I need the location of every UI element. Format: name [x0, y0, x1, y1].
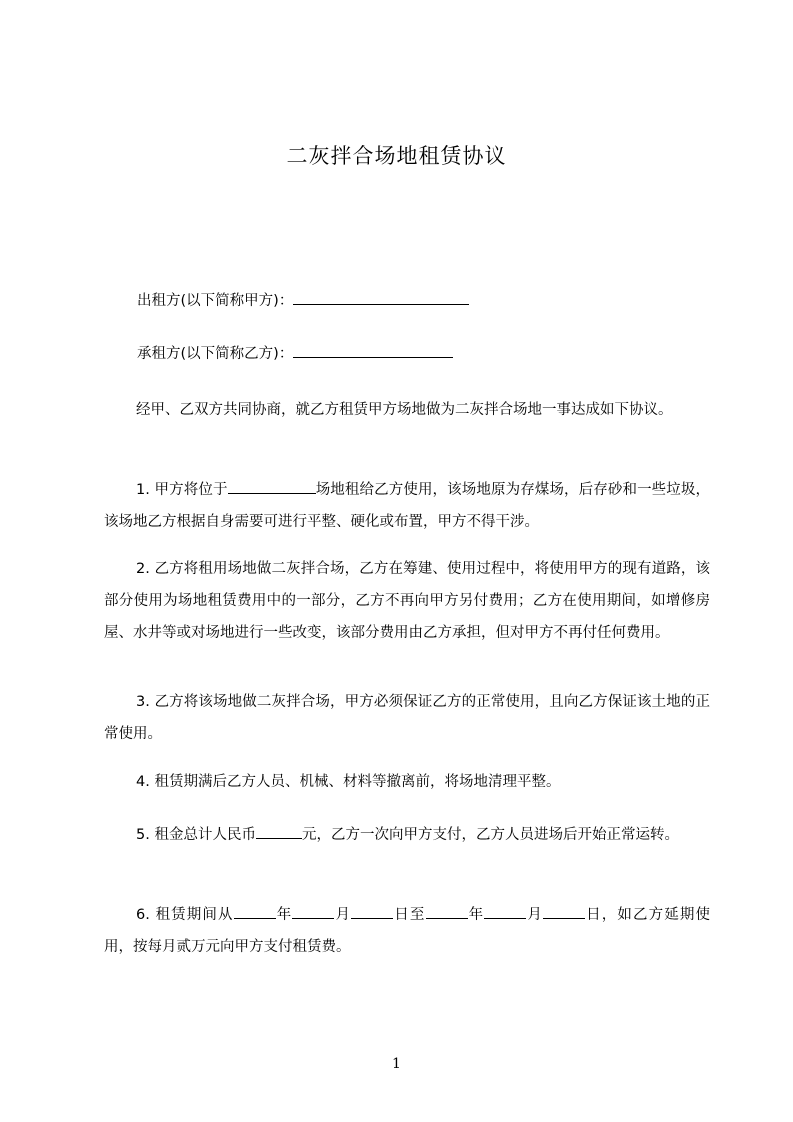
clause-1-rest: 场地租给乙方使用，该场地原为存煤场，后存砂和一些垃圾，该场地乙方根据自身需要可进行平整、硬化或布置，甲方不得干涉。 — [104, 482, 710, 530]
clause-6-month1: 月 — [334, 907, 352, 923]
location-blank[interactable] — [228, 479, 316, 494]
end-month-blank[interactable] — [484, 904, 526, 919]
document-title: 二灰拌合场地租赁协议 — [286, 144, 507, 168]
end-year-blank[interactable] — [426, 904, 468, 919]
lessee-line — [137, 343, 453, 365]
start-year-blank[interactable] — [234, 904, 276, 919]
clause-2-text: 2. 乙方将租用场地做二灰拌合场，乙方在筹建、使用过程中，将使用甲方的现有道路，该部分使用为场地租赁费用中的一部分，乙方不再向甲方另付费用；乙方在使用期间，如增修房屋、水井等或对场地进行一些改变，该部分费用由乙方承担，但对甲方不再付任何费用。 — [104, 561, 710, 641]
clause-5 — [104, 819, 710, 851]
clause-6-day1: 日至 — [393, 907, 426, 923]
clause-4 — [104, 766, 710, 798]
lessor-blank[interactable] — [293, 290, 469, 305]
clause-3-text: 3. 乙方将该场地做二灰拌合场，甲方必须保证乙方的正常使用，且向乙方保证该土地的正常使用。 — [104, 694, 710, 742]
clause-3 — [104, 686, 710, 750]
start-day-blank[interactable] — [351, 904, 393, 919]
lessor-line — [137, 290, 469, 312]
clause-5-rest: 元，乙方一次向甲方支付，乙方人员进场后开始正常运转。 — [301, 827, 679, 843]
intro-text: 经甲、乙双方共同协商，就乙方租赁甲方场地做为二灰拌合场地一事达成如下协议。 — [136, 402, 673, 418]
clause-6 — [104, 899, 710, 963]
lessor-label: 出租方(以下简称甲方)： — [137, 293, 294, 309]
rent-amount-blank[interactable] — [256, 824, 302, 839]
clause-6-lead: 6. 租赁期间从 — [136, 907, 234, 923]
lessee-label: 承租方(以下简称乙方)： — [137, 346, 294, 362]
clause-6-year1: 年 — [275, 907, 293, 923]
start-month-blank[interactable] — [292, 904, 334, 919]
clause-1-lead: 1. 甲方将位于 — [136, 482, 228, 498]
clause-5-lead: 5. 租金总计人民币 — [136, 827, 256, 843]
intro-paragraph — [104, 394, 710, 426]
clause-6-month2: 月 — [526, 907, 544, 923]
clause-1 — [104, 474, 710, 538]
lessee-blank[interactable] — [293, 343, 453, 358]
clause-4-text: 4. 租赁期满后乙方人员、机械、材料等撤离前，将场地清理平整。 — [136, 774, 561, 790]
end-day-blank[interactable] — [543, 904, 585, 919]
clause-6-year2: 年 — [467, 907, 485, 923]
clause-6-day2: 日，如乙方延期使用，按每月贰万元向甲方支付租赁费。 — [104, 907, 711, 955]
page-number: 1 — [392, 1056, 401, 1072]
clause-2 — [104, 553, 710, 649]
